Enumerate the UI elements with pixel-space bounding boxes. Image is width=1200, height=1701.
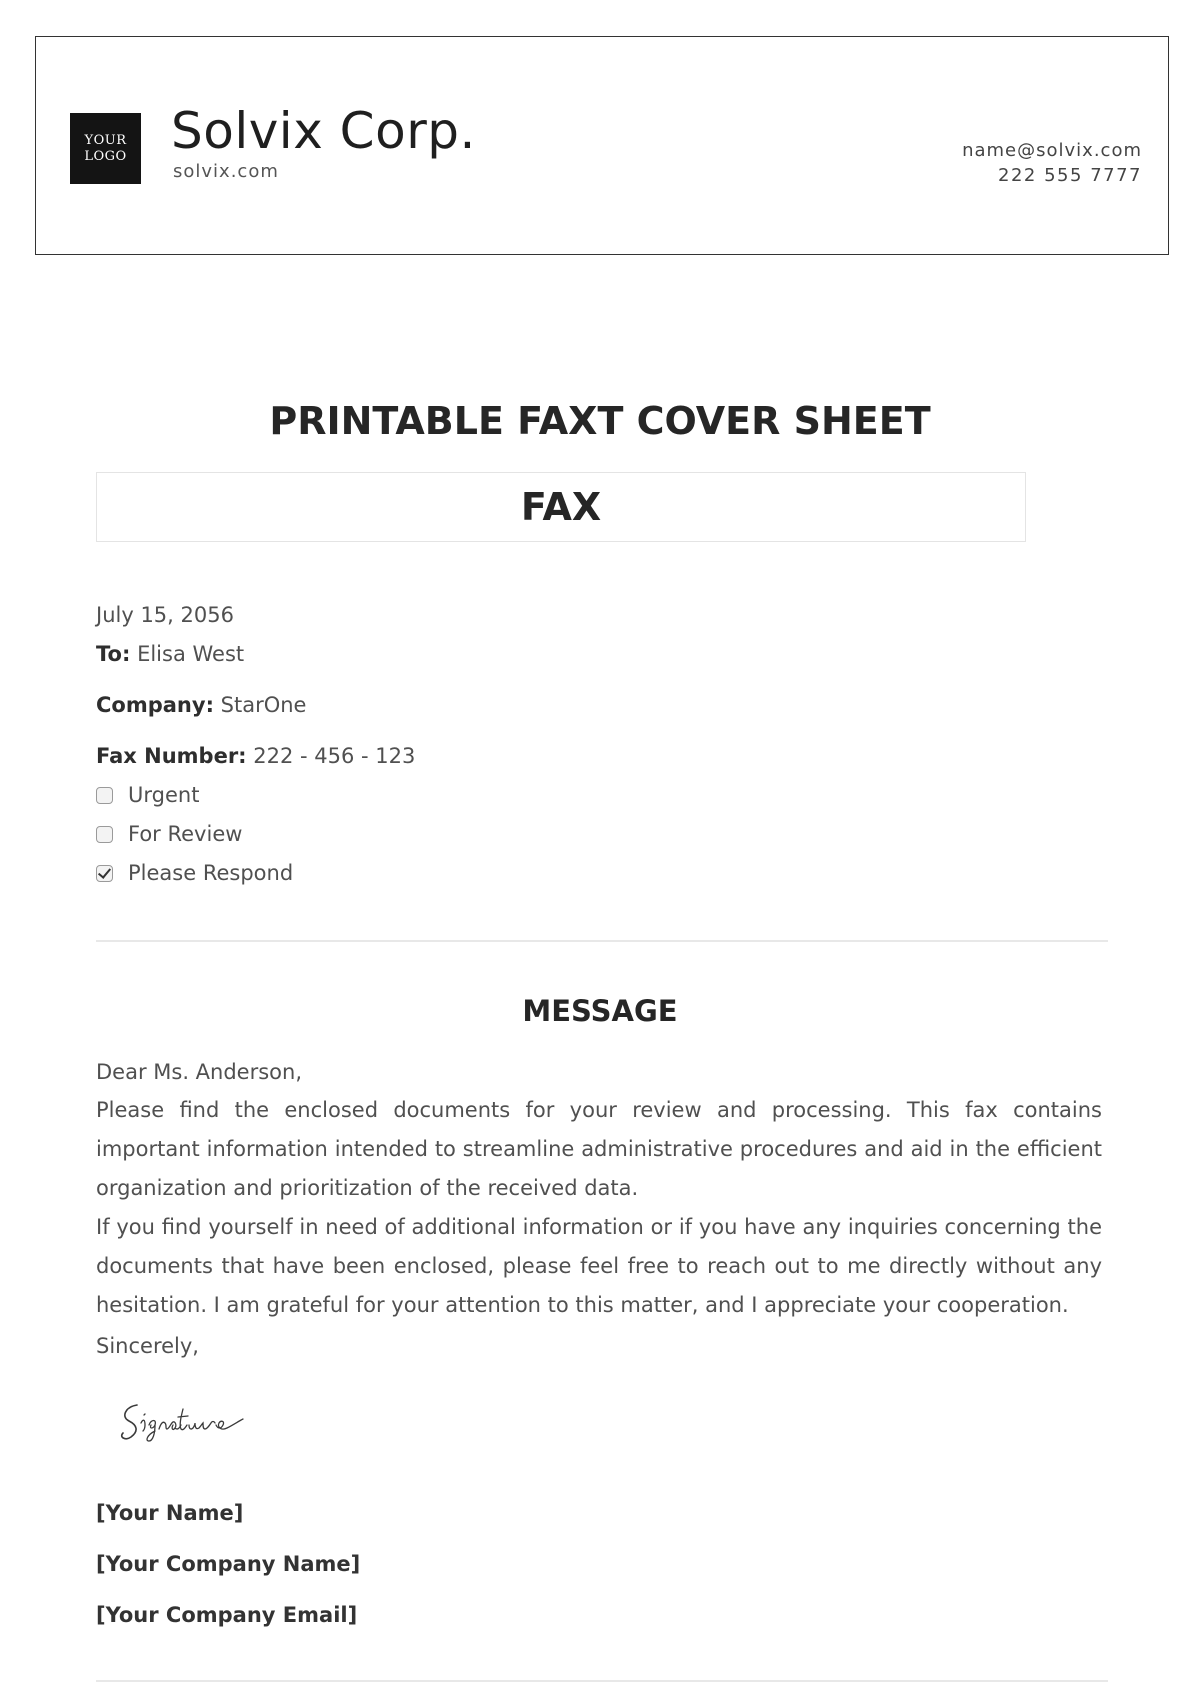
logo-line-2: LOGO [84,148,127,164]
section-divider [96,940,1108,942]
contact-phone: 222 555 7777 [998,165,1142,186]
fax-number-label: Fax Number: [96,744,247,768]
checkbox-for-review-label: For Review [128,822,243,846]
sender-name: [Your Name] [96,1501,244,1525]
logo-line-1: YOUR [84,132,127,148]
checkbox-for-review-row[interactable] [96,820,242,848]
letterhead [35,36,1169,255]
company-name: Solvix Corp. [171,102,476,160]
company-value: StarOne [220,693,307,717]
recipient-label: To: [96,642,131,666]
fax-date: July 15, 2056 [96,603,234,627]
message-heading: MESSAGE [522,994,678,1028]
document-title: PRINTABLE FAXT COVER SHEET [269,399,931,443]
contact-email: name@solvix.com [962,140,1142,161]
sender-company: [Your Company Name] [96,1552,361,1576]
recipient-value: Elisa West [137,642,245,666]
checkbox-urgent[interactable] [96,787,113,804]
fax-label: FAX [520,485,602,529]
message-greeting: Dear Ms. Anderson, [96,1060,303,1084]
checkbox-please-respond[interactable] [96,865,113,882]
checkbox-please-respond-label: Please Respond [128,861,294,885]
message-paragraph-2: If you find yourself in need of additional information or if you have any inquiries concerning the documents that have been enclosed, please feel free to reach out to me directly without any hesitation. I am grateful for your attention to this matter, and I appreciate your cooperation. [96,1215,1102,1317]
checkbox-for-review[interactable] [96,826,113,843]
checkbox-urgent-row[interactable] [96,781,199,809]
company-website: solvix.com [173,161,279,182]
message-paragraph-1: Please find the enclosed documents for your review and processing. This fax contains important information intended to streamline administrative procedures and aid in the efficient organization and prioritization of the received data. [96,1098,1102,1200]
checkbox-urgent-label: Urgent [128,783,200,807]
signature-image [115,1395,265,1445]
fax-banner [96,472,1026,542]
fax-number-line [96,742,415,770]
fax-number-value: 222 - 456 - 123 [253,744,416,768]
company-logo [70,113,141,184]
recipient-line [96,640,244,668]
company-line [96,691,306,719]
company-label: Company: [96,693,214,717]
message-closing: Sincerely, [96,1334,199,1358]
footer-divider [96,1680,1108,1682]
checkbox-please-respond-row[interactable] [96,859,293,887]
sender-email: [Your Company Email] [96,1603,358,1627]
